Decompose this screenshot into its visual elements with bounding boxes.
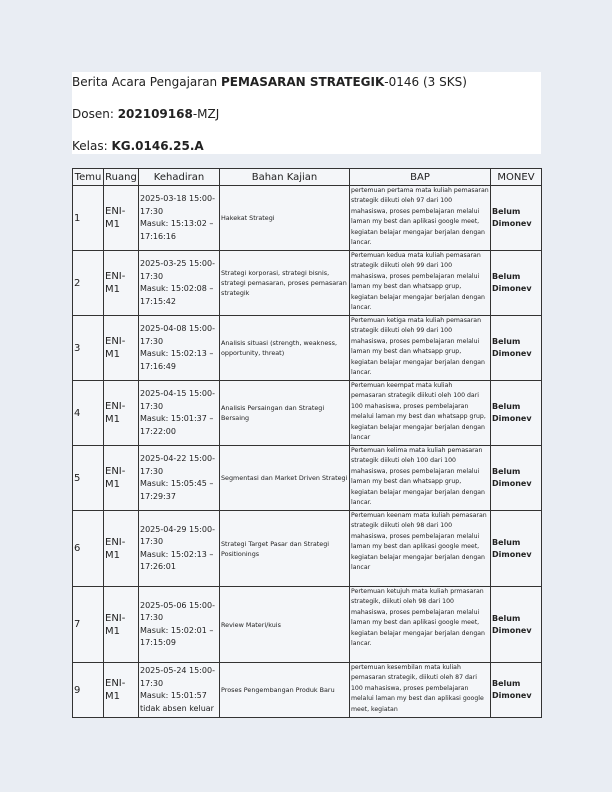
schedule-time: 2025-04-08 15:00-17:30 bbox=[140, 324, 215, 346]
room-cell: ENI-M1 bbox=[104, 587, 139, 663]
topic-cell: Strategi Target Pasar dan Strategi Positionings bbox=[220, 511, 350, 587]
table-row bbox=[73, 186, 542, 251]
attendance-cell bbox=[139, 251, 220, 316]
table-row bbox=[73, 381, 542, 446]
bap-cell: pertemuan kesembilan mata kuliah pemasaran strategik, diikuti oleh 87 dari 100 mahasiswa, proses pembelajaran melalui laman my best dan aplikasi google meet, kegiatan bbox=[350, 663, 491, 718]
table-row bbox=[73, 663, 542, 718]
schedule-time: 2025-03-25 15:00-17:30 bbox=[140, 259, 215, 281]
topic-cell: Strategi korporasi, strategi bisnis, strategi pemasaran, proses pemasaran strategik bbox=[220, 251, 350, 316]
topic-cell: Analisis Persaingan dan Strategi Bersaing bbox=[220, 381, 350, 446]
meeting-number: 4 bbox=[73, 381, 104, 446]
topic-cell: Review Materi/kuis bbox=[220, 587, 350, 663]
col-header-meeting: Temu bbox=[73, 169, 104, 186]
lecturer-line bbox=[72, 107, 219, 121]
topic-cell: Hakekat Strategi bbox=[220, 186, 350, 251]
title-suffix: -0146 (3 SKS) bbox=[384, 75, 467, 89]
attendance-table bbox=[72, 168, 542, 718]
report-header bbox=[72, 72, 541, 154]
meeting-number: 5 bbox=[73, 446, 104, 511]
meeting-number: 1 bbox=[73, 186, 104, 251]
topic-cell: Proses Pengembangan Produk Baru bbox=[220, 663, 350, 718]
bap-cell: Pertemuan kedua mata kuliah pemasaran strategik diikuti oleh 99 dari 100 mahasiswa, proses pembelajaran melalui laman my best dan whatsapp grup, kegiatan belajar mengajar berjalan dengan lancar. bbox=[350, 251, 491, 316]
col-header-monev: MONEV bbox=[491, 169, 542, 186]
check-in-time: Masuk: 15:01:57 tidak absen keluar bbox=[140, 691, 214, 713]
bap-cell: Pertemuan keenam mata kuliah pemasaran strategik diikuti oleh 98 dari 100 mahasiswa, proses pembelajaran melalui laman my best dan aplikasi google meet, kegiatan belajar mengajar berjalan dengan lancar bbox=[350, 511, 491, 587]
room-cell: ENI-M1 bbox=[104, 251, 139, 316]
monev-status: Belum Dimonev bbox=[491, 587, 542, 663]
monev-status: Belum Dimonev bbox=[491, 663, 542, 718]
schedule-time: 2025-05-06 15:00-17:30 bbox=[140, 600, 215, 622]
col-header-attendance: Kehadiran bbox=[139, 169, 220, 186]
class-line bbox=[72, 139, 204, 153]
bap-cell: Pertemuan ketujuh mata kuliah prmasaran strategik, diikuti oleh 98 dari 100 mahasiswa, proses pembelajaran melalui laman my best dan aplikasi google meet, kegiatan belajar mengajar berjalan dengan lancar. bbox=[350, 587, 491, 663]
monev-status: Belum Dimonev bbox=[491, 251, 542, 316]
col-header-bap: BAP bbox=[350, 169, 491, 186]
meeting-number: 2 bbox=[73, 251, 104, 316]
col-header-room: Ruang bbox=[104, 169, 139, 186]
table-row bbox=[73, 446, 542, 511]
room-cell: ENI-M1 bbox=[104, 316, 139, 381]
attendance-cell bbox=[139, 663, 220, 718]
table-row bbox=[73, 316, 542, 381]
check-in-time: Masuk: 15:02:01 – 17:15:09 bbox=[140, 625, 214, 647]
room-cell: ENI-M1 bbox=[104, 511, 139, 587]
schedule-time: 2025-04-15 15:00-17:30 bbox=[140, 389, 215, 411]
class-code: KG.0146.25.A bbox=[111, 139, 204, 153]
bap-cell: pertemuan pertama mata kuliah pemasaran strategik diikuti oleh 97 dari 100 mahasiswa, proses pembelajaran melalui laman my best dan aplikasi google meet, kegiatan belajar mengajar berjalan dengan lancar. bbox=[350, 186, 491, 251]
schedule-time: 2025-04-29 15:00-17:30 bbox=[140, 524, 215, 546]
attendance-table-wrapper bbox=[72, 168, 542, 718]
check-in-time: Masuk: 15:05:45 – 17:29:37 bbox=[140, 479, 214, 501]
room-cell: ENI-M1 bbox=[104, 663, 139, 718]
schedule-time: 2025-05-24 15:00-17:30 bbox=[140, 666, 215, 688]
schedule-time: 2025-04-22 15:00-17:30 bbox=[140, 454, 215, 476]
check-in-time: Masuk: 15:13:02 – 17:16:16 bbox=[140, 219, 214, 241]
report-title bbox=[72, 75, 467, 89]
table-row bbox=[73, 511, 542, 587]
table-body bbox=[73, 186, 542, 718]
meeting-number: 9 bbox=[73, 663, 104, 718]
lecturer-suffix: -MZJ bbox=[192, 107, 220, 121]
topic-cell: Segmentasi dan Market Driven Strategi bbox=[220, 446, 350, 511]
monev-status: Belum Dimonev bbox=[491, 511, 542, 587]
attendance-cell bbox=[139, 186, 220, 251]
col-header-topic: Bahan Kajian bbox=[220, 169, 350, 186]
meeting-number: 6 bbox=[73, 511, 104, 587]
room-cell: ENI-M1 bbox=[104, 381, 139, 446]
check-in-time: Masuk: 15:02:13 – 17:16:49 bbox=[140, 349, 214, 371]
check-in-time: Masuk: 15:02:13 – 17:26:01 bbox=[140, 549, 214, 571]
topic-cell: Analisis situasi (strength, weakness, opportunity, threat) bbox=[220, 316, 350, 381]
bap-cell: Pertemuan ketiga mata kuliah pemasaran strategik diikuti oleh 99 dari 100 mahasiswa, proses pembelajaran melalui laman my best dan whatsapp grup, kegiatan belajar mengajar berjalan dengan lancar. bbox=[350, 316, 491, 381]
monev-status: Belum Dimonev bbox=[491, 186, 542, 251]
course-name: PEMASARAN STRATEGIK bbox=[220, 75, 385, 89]
lecturer-label: Dosen: bbox=[72, 107, 118, 121]
attendance-cell bbox=[139, 446, 220, 511]
room-cell: ENI-M1 bbox=[104, 186, 139, 251]
attendance-cell bbox=[139, 316, 220, 381]
bap-cell: Pertemuan kelima mata kuliah pemasaran strategik diikuti oleh 100 dari 100 mahasiswa, proses pembelajaran melalui laman my best dan whatsapp grup, kegiatan belajar mengajar berjalan dengan lancar. bbox=[350, 446, 491, 511]
meeting-number: 7 bbox=[73, 587, 104, 663]
check-in-time: Masuk: 15:01:37 – 17:22:00 bbox=[140, 414, 214, 436]
title-prefix: Berita Acara Pengajaran bbox=[72, 75, 221, 89]
attendance-cell bbox=[139, 381, 220, 446]
room-cell: ENI-M1 bbox=[104, 446, 139, 511]
schedule-time: 2025-03-18 15:00-17:30 bbox=[140, 194, 215, 216]
table-row bbox=[73, 251, 542, 316]
bap-cell: Pertemuan keempat mata kuliah pemasaran strategik diikuti oleh 100 dari 100 mahasiswa, proses pembelajaran melalui laman my best dan whatsapp grup, kegiatan belajar mengajar berjalan dengan lancar bbox=[350, 381, 491, 446]
table-row bbox=[73, 587, 542, 663]
check-in-time: Masuk: 15:02:08 – 17:15:42 bbox=[140, 284, 214, 306]
monev-status: Belum Dimonev bbox=[491, 316, 542, 381]
monev-status: Belum Dimonev bbox=[491, 381, 542, 446]
attendance-cell bbox=[139, 511, 220, 587]
monev-status: Belum Dimonev bbox=[491, 446, 542, 511]
attendance-cell bbox=[139, 587, 220, 663]
class-label: Kelas: bbox=[72, 139, 112, 153]
meeting-number: 3 bbox=[73, 316, 104, 381]
table-header-row bbox=[73, 169, 542, 186]
lecturer-id: 202109168 bbox=[117, 107, 193, 121]
